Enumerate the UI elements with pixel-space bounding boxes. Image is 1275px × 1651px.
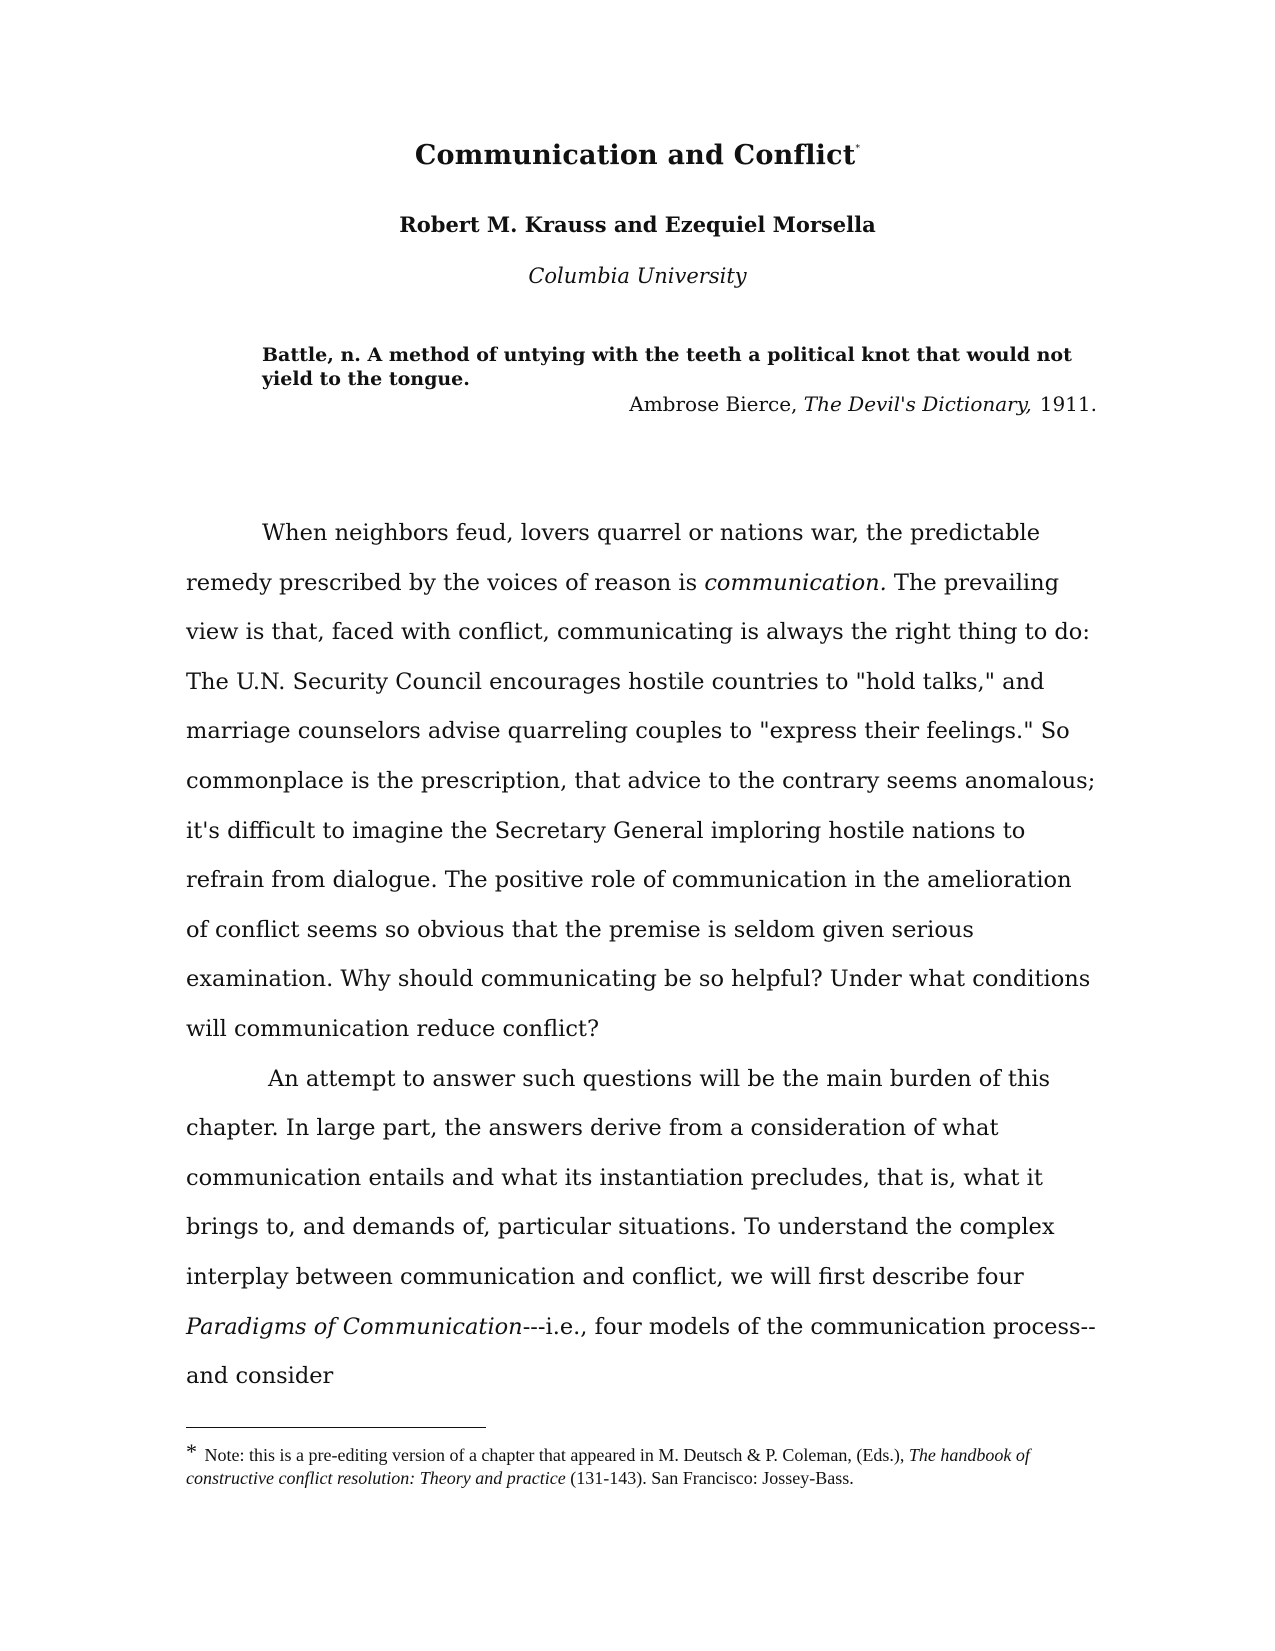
title-text: Communication and Conflict <box>414 140 856 171</box>
document-title <box>0 140 1275 171</box>
affiliation: Columbia University <box>528 264 747 288</box>
footnote-text-a: Note: this is a pre-editing version of a chapter that appeared in M. Deutsch & P. Coleman, (Eds.), <box>200 1445 909 1465</box>
paragraph-2-emphasis: Paradigms of Communication <box>186 1313 523 1340</box>
paragraph-1-emphasis: communication. <box>704 569 887 596</box>
footnote-text-b: (131-143). San Francisco: Jossey-Bass. <box>565 1468 854 1488</box>
footnote-title: The handbook of constructive conflict resolution: Theory and practice <box>186 1445 1030 1488</box>
footnote-mark: * <box>186 1439 197 1464</box>
paragraph-2-text-b: ---i.e., four models of the communication process--and consider <box>186 1313 1096 1390</box>
paragraph-2-text-a: An attempt to answer such questions will be the main burden of this chapter. In large part, the answers derive from a consideration of what communication entails and what its instantiation precludes, that is, what it brings to, and demands of, particular situations. To understand the complex interplay between communication and conflict, we will first describe four <box>186 1065 1055 1290</box>
body-text <box>186 509 1096 1402</box>
epigraph-quote: Battle, n. A method of untying with the teeth a political knot that would not yield to the tongue. <box>262 344 1072 390</box>
epigraph-source-author: Ambrose Bierce, <box>629 392 804 416</box>
paragraph-1 <box>186 509 1096 1055</box>
footnote <box>186 1439 1096 1490</box>
footnote-divider <box>186 1427 486 1428</box>
paragraph-2 <box>186 1055 1096 1402</box>
epigraph-source-work: The Devil's Dictionary, <box>803 392 1032 416</box>
epigraph-source <box>629 392 1097 416</box>
paragraph-1-text-a: When neighbors feud, lovers quarrel or nations war, the predictable remedy prescribed by the voices of reason is <box>186 520 1041 596</box>
authors: Robert M. Krauss and Ezequiel Morsella <box>399 212 876 237</box>
title-footnote-mark: * <box>855 144 861 154</box>
paragraph-1-text-b: The prevailing view is that, faced with conflict, communicating is always the right thing to do: The U.N. Security Council encourages hostile countries to "hold talks," and marriage counselors advise quarreling couples to "express their feelings." So commonplace is the prescription, that advice to the contrary seems anomalous; it's difficult to imagine the Secretary General imploring hostile nations to refrain from dialogue. The positive role of communication in the amelioration of conflict seems so obvious that the premise is seldom given serious examination. Why should communicating be so helpful? Under what conditions will communication reduce conflict? <box>186 569 1096 1042</box>
epigraph-source-year: 1911. <box>1039 392 1097 416</box>
